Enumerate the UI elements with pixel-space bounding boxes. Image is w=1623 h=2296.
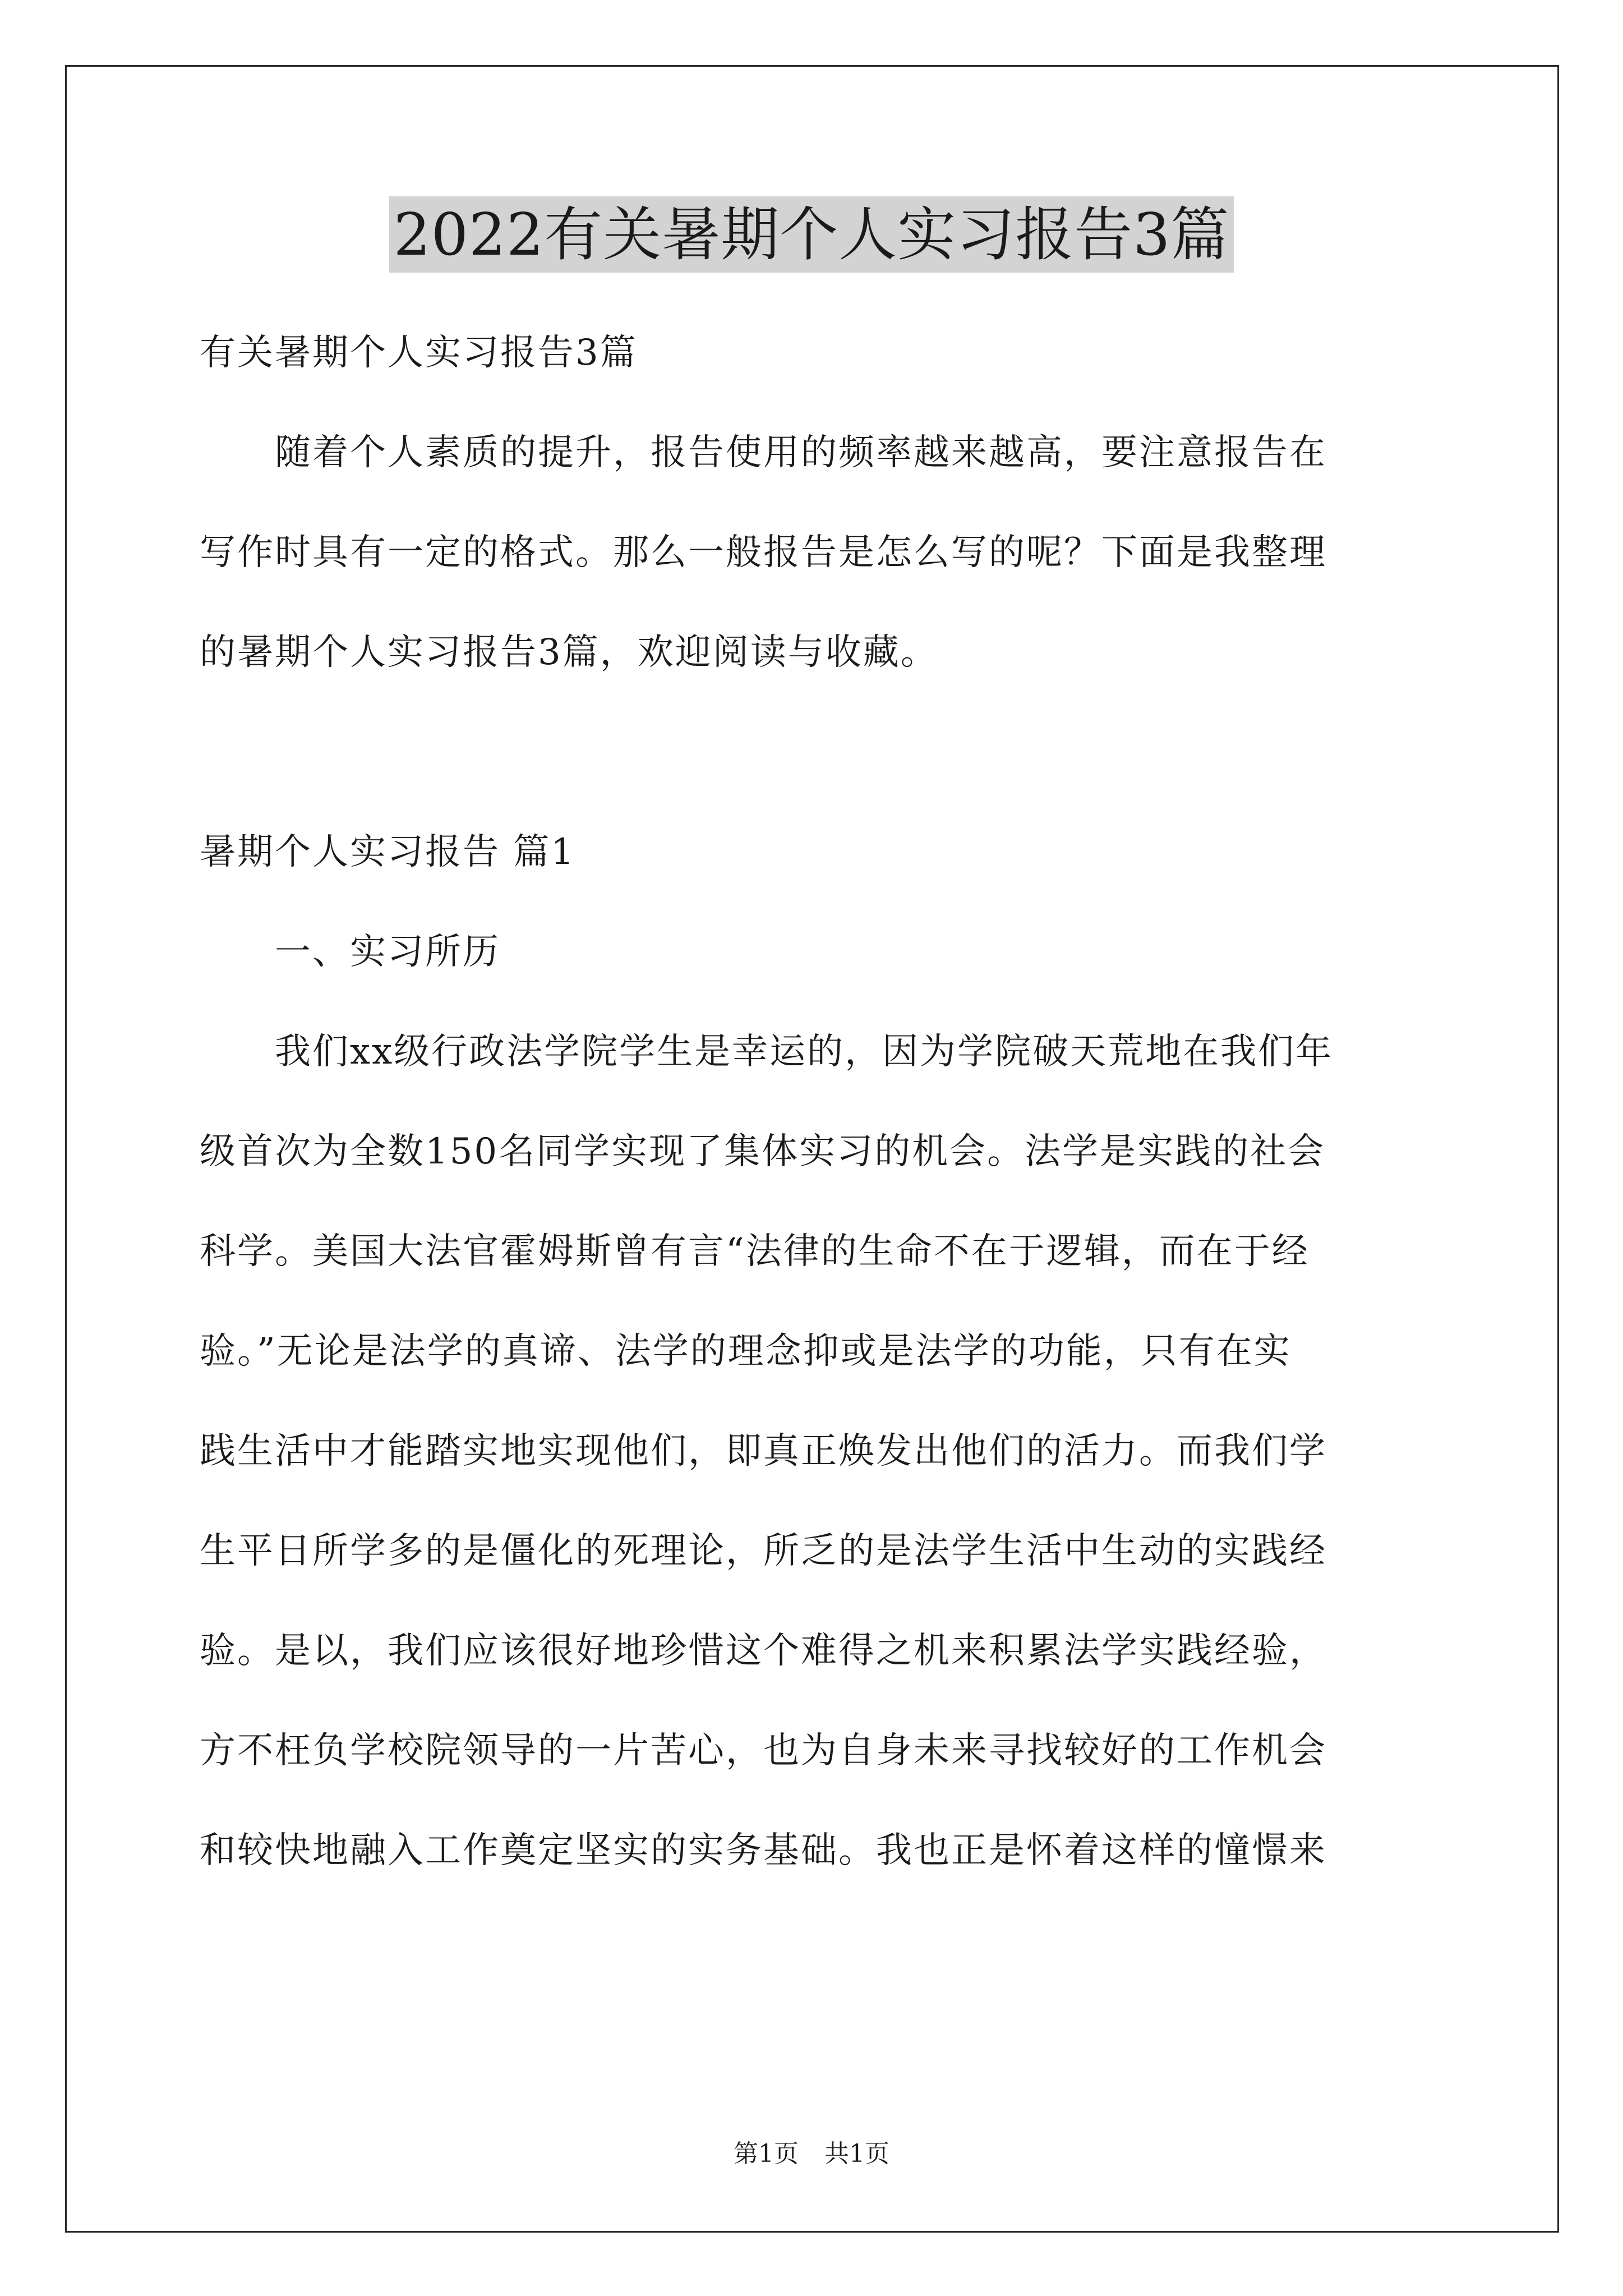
intro-line-2: 写作时具有一定的格式。那么一般报告是怎么写的呢？下面是我整理 — [200, 532, 1327, 573]
body-line: 和较快地融入工作奠定坚实的实务基础。我也正是怀着这样的憧憬来 — [200, 1830, 1327, 1871]
intro-line-1: 随着个人素质的提升，报告使用的频率越来越高，要注意报告在 — [200, 432, 1327, 473]
page-number: 第1页 — [734, 2139, 799, 2168]
document-title: 2022有关暑期个人实习报告3篇 — [389, 196, 1234, 273]
subsection-heading: 一、实习所历 — [200, 931, 500, 973]
body-line: 方不枉负学校院领导的一片苦心，也为自身未来寻找较好的工作机会 — [200, 1730, 1327, 1772]
body-line: 级首次为全数150名同学实现了集体实习的机会。法学是实践的社会 — [200, 1131, 1326, 1172]
blank-line — [200, 702, 1433, 802]
page-total: 共1页 — [824, 2139, 889, 2168]
body-line: 验。是以，我们应该很好地珍惜这个难得之机来积累法学实践经验， — [200, 1630, 1327, 1672]
section-heading: 暑期个人实习报告 篇1 — [200, 831, 576, 873]
title-container — [0, 196, 1623, 273]
body-line: 我们xx级行政法学院学生是幸运的，因为学院破天荒地在我们年 — [200, 1031, 1334, 1073]
body-line: 科学。美国大法官霍姆斯曾有言“法律的生命不在于逻辑，而在于经 — [200, 1231, 1310, 1272]
body-line: 验。”无论是法学的真谛、法学的理念抑或是法学的功能，只有在实 — [200, 1331, 1292, 1372]
body-line: 生平日所学多的是僵化的死理论，所乏的是法学生活中生动的实践经 — [200, 1530, 1327, 1572]
intro-line-3: 的暑期个人实习报告3篇，欢迎阅读与收藏。 — [200, 632, 938, 673]
subtitle-line: 有关暑期个人实习报告3篇 — [200, 332, 638, 374]
body-line: 践生活中才能踏实地实现他们，即真正焕发出他们的活力。而我们学 — [200, 1430, 1327, 1472]
document-body — [200, 303, 1433, 1901]
page-footer — [0, 2137, 1623, 2171]
